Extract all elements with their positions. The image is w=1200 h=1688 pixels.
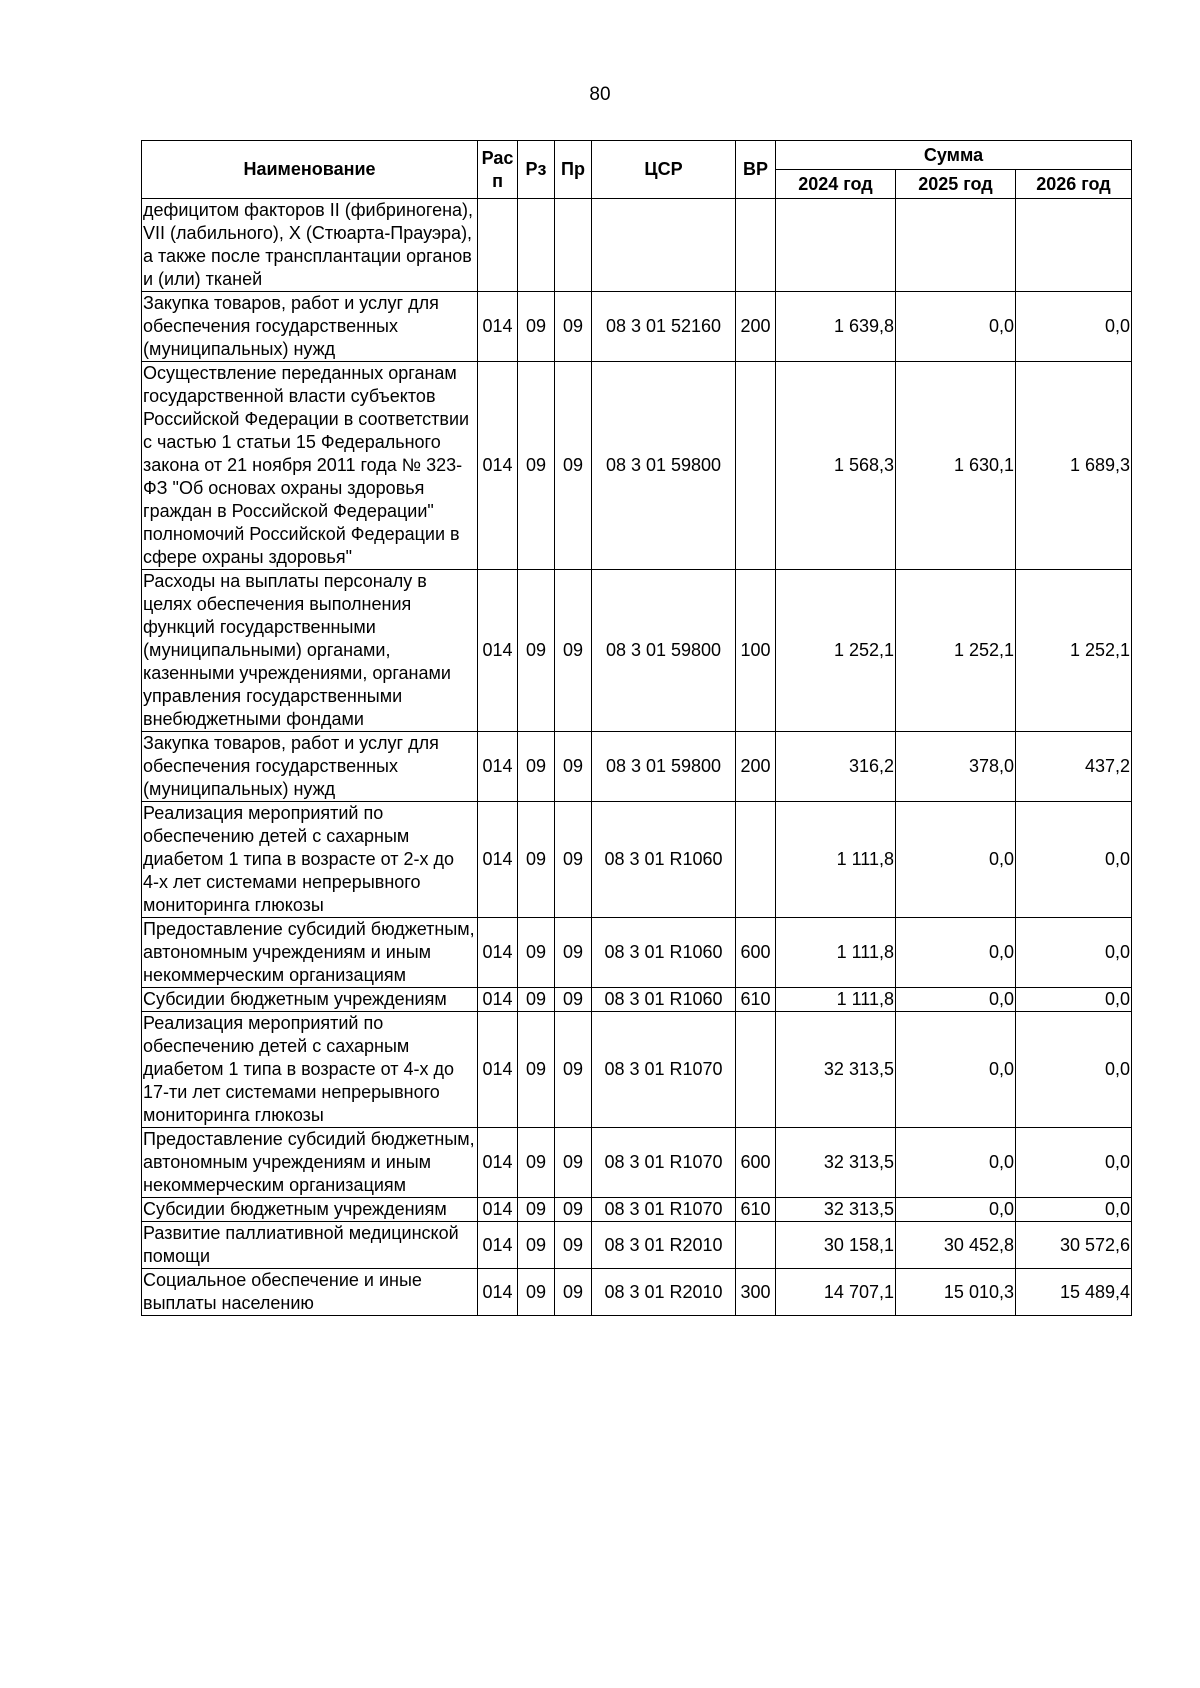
cell-sum-2025: 378,0: [896, 732, 1016, 802]
table-row: [142, 292, 1132, 362]
cell-name: Социальное обеспечение и иные выплаты населению: [142, 1269, 478, 1316]
cell-rz: 09: [518, 732, 555, 802]
cell-csr: 08 3 01 R1060: [592, 988, 736, 1012]
cell-csr: 08 3 01 R1060: [592, 802, 736, 918]
cell-name: Предоставление субсидий бюджетным, автономным учреждениям и иным некоммерческим организациям: [142, 918, 478, 988]
cell-sum-2024: 1 568,3: [776, 362, 896, 570]
cell-sum-2026: 1 689,3: [1016, 362, 1132, 570]
header-rz: Рз: [518, 141, 555, 199]
cell-sum-2025: 1 630,1: [896, 362, 1016, 570]
cell-csr: 08 3 01 59800: [592, 732, 736, 802]
cell-pr: 09: [555, 570, 592, 732]
cell-name: Реализация мероприятий по обеспечению детей с сахарным диабетом 1 типа в возрасте от 4-х до 17-ти лет системами непрерывного мониторинга глюкозы: [142, 1012, 478, 1128]
table-row: [142, 1012, 1132, 1128]
cell-pr: 09: [555, 1198, 592, 1222]
cell-rasp: 014: [478, 362, 518, 570]
cell-sum-2025: 0,0: [896, 1012, 1016, 1128]
table-row: [142, 1198, 1132, 1222]
cell-vr: 600: [736, 918, 776, 988]
cell-csr: 08 3 01 R2010: [592, 1269, 736, 1316]
cell-sum-2024: [776, 199, 896, 292]
cell-sum-2026: 1 252,1: [1016, 570, 1132, 732]
cell-sum-2026: 15 489,4: [1016, 1269, 1132, 1316]
cell-sum-2026: 0,0: [1016, 1012, 1132, 1128]
table-row: [142, 732, 1132, 802]
cell-sum-2026: 437,2: [1016, 732, 1132, 802]
cell-sum-2026: 0,0: [1016, 918, 1132, 988]
page-number: 80: [589, 84, 611, 105]
cell-rz: 09: [518, 918, 555, 988]
cell-rz: 09: [518, 802, 555, 918]
cell-name: Реализация мероприятий по обеспечению детей с сахарным диабетом 1 типа в возрасте от 2-х до 4-х лет системами непрерывного мониторинга глюкозы: [142, 802, 478, 918]
cell-sum-2025: 30 452,8: [896, 1222, 1016, 1269]
table-body: [142, 199, 1132, 1316]
cell-vr: 300: [736, 1269, 776, 1316]
cell-name: дефицитом факторов II (фибриногена), VII (лабильного), X (Стюарта-Прауэра), а также после трансплантации органов и (или) тканей: [142, 199, 478, 292]
cell-sum-2025: [896, 199, 1016, 292]
cell-rasp: 014: [478, 1198, 518, 1222]
cell-sum-2026: 0,0: [1016, 1128, 1132, 1198]
cell-sum-2025: 0,0: [896, 988, 1016, 1012]
cell-csr: 08 3 01 R2010: [592, 1222, 736, 1269]
cell-sum-2025: 0,0: [896, 1128, 1016, 1198]
cell-sum-2024: 32 313,5: [776, 1128, 896, 1198]
cell-sum-2025: 15 010,3: [896, 1269, 1016, 1316]
cell-sum-2024: 1 111,8: [776, 988, 896, 1012]
cell-rasp: 014: [478, 1012, 518, 1128]
cell-rasp: 014: [478, 1269, 518, 1316]
cell-vr: 200: [736, 292, 776, 362]
cell-vr: [736, 1012, 776, 1128]
cell-csr: [592, 199, 736, 292]
cell-name: Субсидии бюджетным учреждениям: [142, 1198, 478, 1222]
cell-pr: 09: [555, 988, 592, 1012]
table-row: [142, 1222, 1132, 1269]
cell-rasp: 014: [478, 732, 518, 802]
cell-rasp: 014: [478, 1128, 518, 1198]
cell-vr: 600: [736, 1128, 776, 1198]
cell-csr: 08 3 01 52160: [592, 292, 736, 362]
cell-rasp: 014: [478, 802, 518, 918]
cell-rasp: 014: [478, 292, 518, 362]
cell-pr: 09: [555, 918, 592, 988]
cell-vr: [736, 362, 776, 570]
table-row: [142, 1269, 1132, 1316]
cell-sum-2024: 32 313,5: [776, 1198, 896, 1222]
cell-sum-2026: 0,0: [1016, 988, 1132, 1012]
cell-csr: 08 3 01 R1070: [592, 1012, 736, 1128]
cell-rz: 09: [518, 1128, 555, 1198]
cell-sum-2026: 0,0: [1016, 292, 1132, 362]
cell-rasp: 014: [478, 918, 518, 988]
cell-pr: 09: [555, 362, 592, 570]
cell-pr: 09: [555, 1128, 592, 1198]
cell-vr: 610: [736, 988, 776, 1012]
cell-csr: 08 3 01 R1070: [592, 1198, 736, 1222]
cell-rz: 09: [518, 362, 555, 570]
cell-pr: 09: [555, 1012, 592, 1128]
cell-rasp: [478, 199, 518, 292]
cell-sum-2024: 14 707,1: [776, 1269, 896, 1316]
table-row: [142, 918, 1132, 988]
table-row: [142, 802, 1132, 918]
cell-rz: 09: [518, 1198, 555, 1222]
header-2024: 2024 год: [776, 170, 896, 199]
cell-vr: [736, 1222, 776, 1269]
cell-sum-2024: 316,2: [776, 732, 896, 802]
cell-vr: 200: [736, 732, 776, 802]
cell-sum-2025: 1 252,1: [896, 570, 1016, 732]
header-sum: Сумма: [776, 141, 1132, 170]
cell-sum-2024: 1 111,8: [776, 802, 896, 918]
cell-vr: [736, 802, 776, 918]
cell-rasp: 014: [478, 988, 518, 1012]
cell-csr: 08 3 01 59800: [592, 570, 736, 732]
cell-sum-2025: 0,0: [896, 1198, 1016, 1222]
cell-sum-2026: [1016, 199, 1132, 292]
cell-sum-2026: 0,0: [1016, 1198, 1132, 1222]
cell-csr: 08 3 01 R1070: [592, 1128, 736, 1198]
header-csr: ЦСР: [592, 141, 736, 199]
table-row: [142, 988, 1132, 1012]
table-row: [142, 570, 1132, 732]
cell-csr: 08 3 01 59800: [592, 362, 736, 570]
cell-pr: 09: [555, 1269, 592, 1316]
cell-pr: 09: [555, 732, 592, 802]
cell-sum-2024: 1 111,8: [776, 918, 896, 988]
cell-rz: 09: [518, 1222, 555, 1269]
cell-pr: 09: [555, 802, 592, 918]
cell-rz: [518, 199, 555, 292]
cell-name: Развитие паллиативной медицинской помощи: [142, 1222, 478, 1269]
cell-sum-2025: 0,0: [896, 802, 1016, 918]
cell-name: Осуществление переданных органам государственной власти субъектов Российской Федерации в соответствии с частью 1 статьи 15 Федерального закона от 21 ноября 2011 года № 323-ФЗ "Об основах охраны здоровья граждан в Российской Федерации" полномочий Российской Федерации в сфере охраны здоровья": [142, 362, 478, 570]
cell-sum-2024: 1 639,8: [776, 292, 896, 362]
header-pr: Пр: [555, 141, 592, 199]
cell-rz: 09: [518, 1012, 555, 1128]
cell-rz: 09: [518, 292, 555, 362]
cell-sum-2026: 30 572,6: [1016, 1222, 1132, 1269]
table-row: [142, 199, 1132, 292]
cell-rz: 09: [518, 570, 555, 732]
cell-rasp: 014: [478, 570, 518, 732]
cell-vr: [736, 199, 776, 292]
cell-name: Закупка товаров, работ и услуг для обеспечения государственных (муниципальных) нужд: [142, 292, 478, 362]
cell-sum-2026: 0,0: [1016, 802, 1132, 918]
table-row: [142, 1128, 1132, 1198]
cell-pr: 09: [555, 292, 592, 362]
cell-name: Расходы на выплаты персоналу в целях обеспечения выполнения функций государственными (муниципальными) органами, казенными учреждениями, органами управления государственными внебюджетными фондами: [142, 570, 478, 732]
cell-vr: 610: [736, 1198, 776, 1222]
cell-sum-2025: 0,0: [896, 292, 1016, 362]
budget-table: [141, 140, 1132, 1316]
cell-rasp: 014: [478, 1222, 518, 1269]
header-vr: ВР: [736, 141, 776, 199]
header-rasp: Рас п: [478, 141, 518, 199]
cell-sum-2025: 0,0: [896, 918, 1016, 988]
cell-rz: 09: [518, 988, 555, 1012]
cell-name: Субсидии бюджетным учреждениям: [142, 988, 478, 1012]
header-2025: 2025 год: [896, 170, 1016, 199]
cell-csr: 08 3 01 R1060: [592, 918, 736, 988]
cell-rz: 09: [518, 1269, 555, 1316]
cell-pr: 09: [555, 1222, 592, 1269]
cell-name: Предоставление субсидий бюджетным, автономным учреждениям и иным некоммерческим организациям: [142, 1128, 478, 1198]
cell-pr: [555, 199, 592, 292]
cell-sum-2024: 32 313,5: [776, 1012, 896, 1128]
cell-vr: 100: [736, 570, 776, 732]
cell-sum-2024: 30 158,1: [776, 1222, 896, 1269]
cell-name: Закупка товаров, работ и услуг для обеспечения государственных (муниципальных) нужд: [142, 732, 478, 802]
table-row: [142, 362, 1132, 570]
header-name: Наименование: [142, 141, 478, 199]
cell-sum-2024: 1 252,1: [776, 570, 896, 732]
header-2026: 2026 год: [1016, 170, 1132, 199]
